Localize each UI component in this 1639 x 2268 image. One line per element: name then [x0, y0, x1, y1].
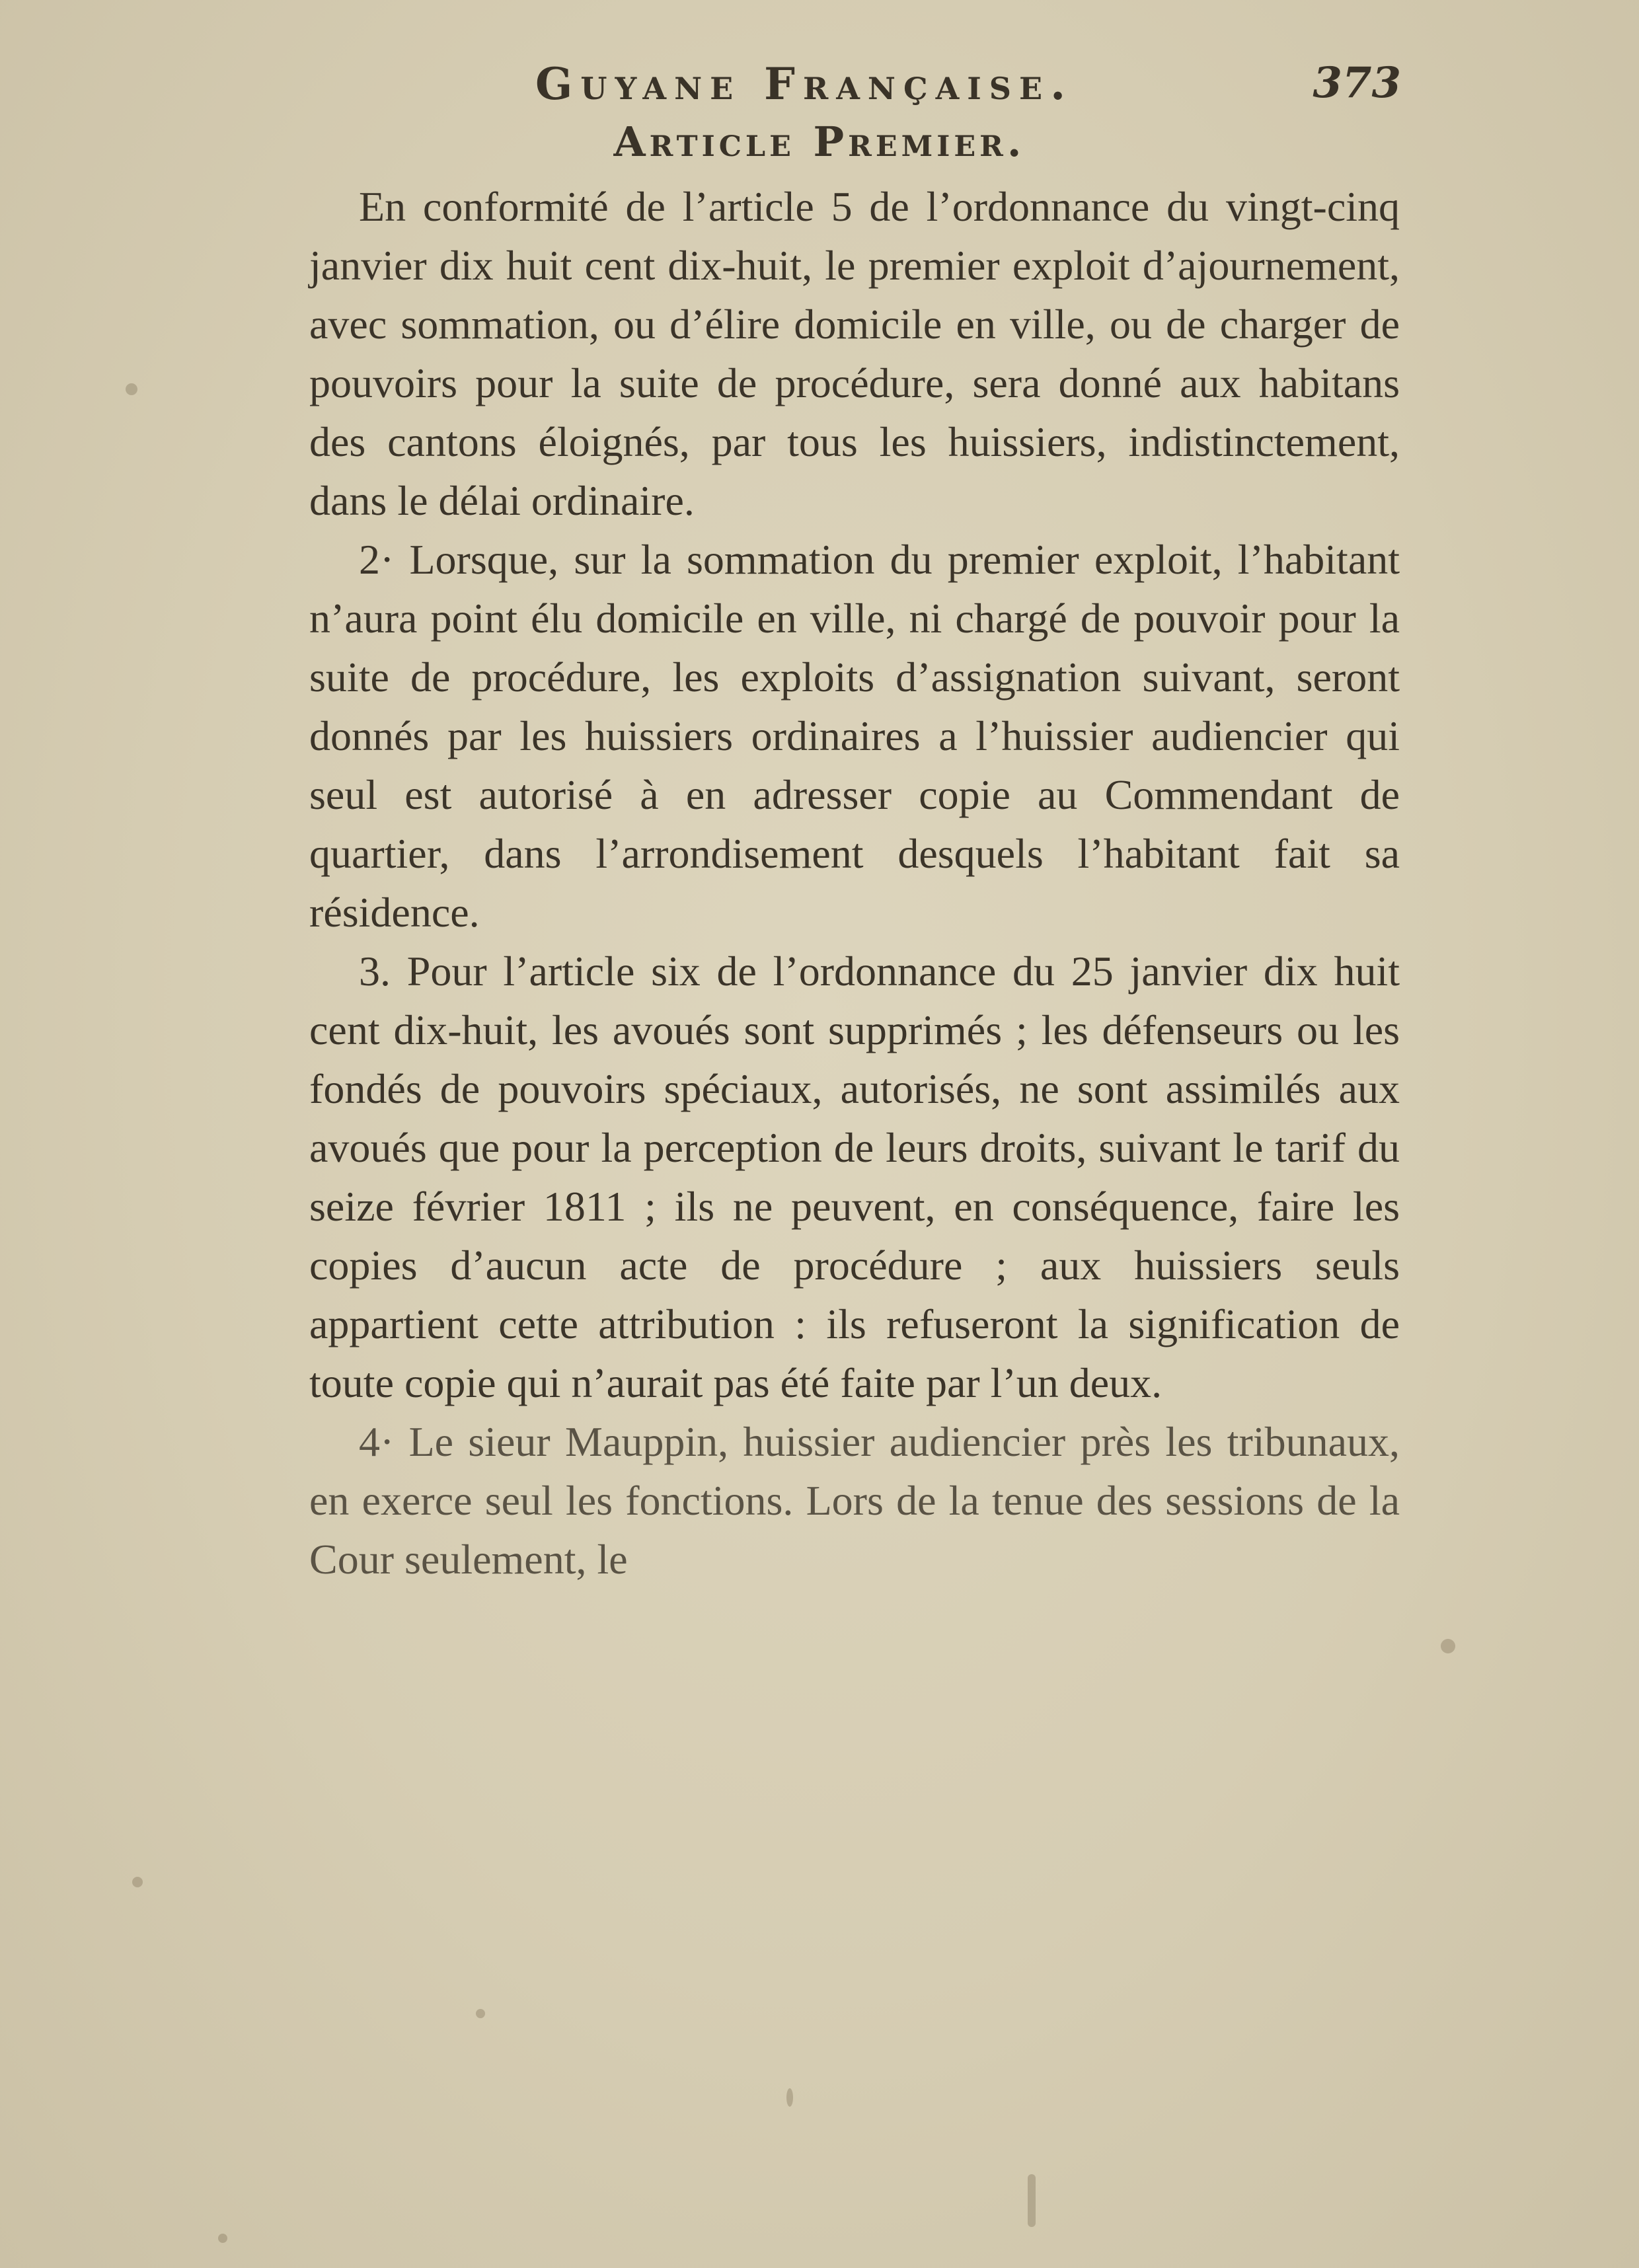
- body-text: [309, 177, 1400, 1589]
- paper-spot: [218, 2234, 227, 2243]
- paper-spot: [1441, 1639, 1455, 1653]
- paragraph-2: 2· Lorsque, sur la sommation du premier exploit, l’habitant n’aura point élu domicile en ville, ni chargé de pouvoir pour la suite de procédure, les exploits d’assignation suivant, seront donnés par les huissiers ordinaires a l’huissier audiencier qui seul est autorisé à en adresser copie au Commendant de quartier, dans l’arrondisement desquels l’habitant fait sa résidence.: [309, 536, 1400, 936]
- paper-spot: [132, 1877, 143, 1887]
- paper-spot: [476, 2009, 485, 2018]
- paragraph-4: 4· Le sieur Mauppin, huissier audiencier près les tribunaux, en exerce seul les fonctions. Lors de la tenue des sessions de la Cour seulement, le: [309, 1418, 1400, 1583]
- running-title: Guyane Française.: [535, 58, 1074, 110]
- paragraph-1: En conformité de l’article 5 de l’ordonnance du vingt-cinq janvier dix huit cent dix-huit, le premier exploit d’ajournement, avec sommation, ou d’élire domicile en ville, ou de charger de pouvoirs pour la suite de procédure, sera donné aux habitans des cantons éloignés, par tous les huissiers, indistinctement, dans le délai ordinaire.: [309, 183, 1400, 524]
- paper-spot: [786, 2088, 793, 2107]
- paper-spot: [126, 383, 137, 395]
- paper-spot: [1028, 2174, 1036, 2227]
- page-header: [311, 58, 1408, 118]
- article-title: Article Premier.: [613, 118, 1026, 166]
- paragraph-3: 3. Pour l’article six de l’ordonnance du 25 janvier dix huit cent dix-huit, les avoués sont supprimés ; les défenseurs ou les fondés de pouvoirs spéciaux, autorisés, ne sont assimilés aux avoués que pour la perception de leurs droits, suivant le tarif du seize février 1811 ; ils ne peuvent, en conséquence, faire les copies d’aucun acte de procédure ; aux huissiers seuls appartient cette attribution : ils refuseront la signification de toute copie qui n’aurait pas été faite par l’un deux.: [309, 948, 1400, 1406]
- page-number: 373: [1313, 58, 1401, 108]
